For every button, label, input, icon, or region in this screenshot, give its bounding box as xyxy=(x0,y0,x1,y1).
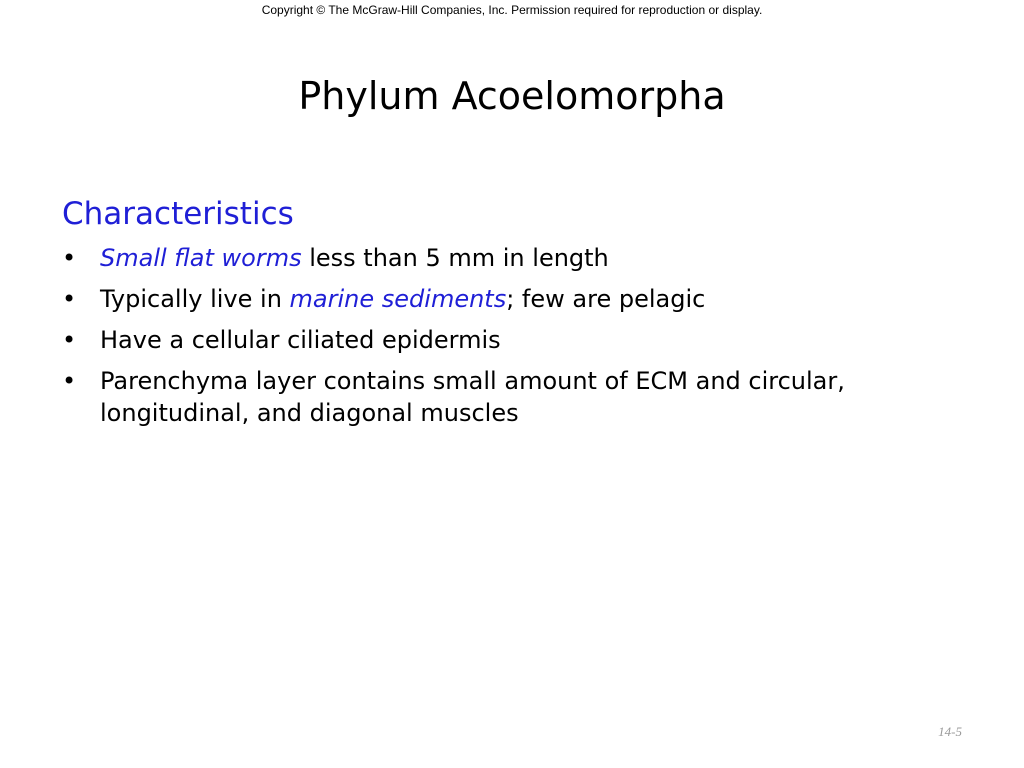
bullet-item xyxy=(62,365,972,429)
bullet-text: less than 5 mm in length xyxy=(301,244,609,272)
bullet-emphasis: Small flat worms xyxy=(100,244,302,272)
bullet-item xyxy=(62,283,972,315)
slide-number: 14-5 xyxy=(938,724,962,739)
bullet-icon: • xyxy=(62,367,77,395)
bullet-item xyxy=(62,242,972,274)
bullet-text: Have a cellular ciliated epidermis xyxy=(100,326,501,354)
bullet-text: ; few are pelagic xyxy=(506,285,706,313)
bullet-icon: • xyxy=(62,285,77,313)
bullet-item xyxy=(62,324,972,356)
bullet-emphasis: marine sediments xyxy=(289,285,507,313)
bullet-icon: • xyxy=(62,244,77,272)
slide-title: Phylum Acoelomorpha xyxy=(298,74,726,118)
slide-body xyxy=(62,192,972,438)
bullet-icon: • xyxy=(62,326,77,354)
bullet-list xyxy=(62,242,972,429)
copyright-notice: Copyright © The McGraw-Hill Companies, Inc. Permission required for reproduction or display. xyxy=(261,3,763,17)
section-heading: Characteristics xyxy=(62,196,294,232)
bullet-text: Parenchyma layer contains small amount of ECM and circular, longitudinal, and diagonal muscles xyxy=(100,367,845,427)
bullet-text: Typically live in xyxy=(100,285,290,313)
